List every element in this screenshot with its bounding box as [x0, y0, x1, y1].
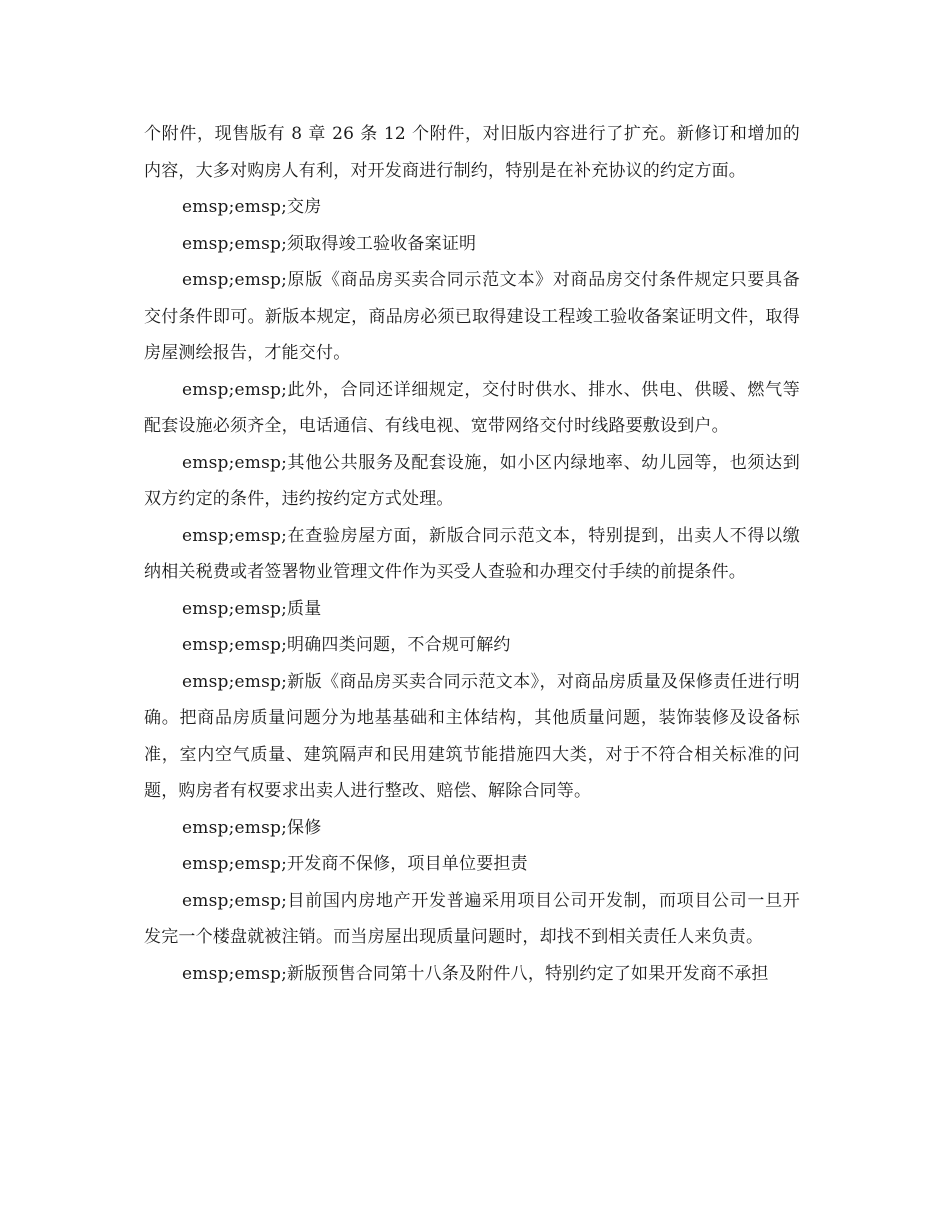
paragraph: emsp;emsp;质量 [182, 598, 322, 619]
paragraph: emsp;emsp;此外，合同还详细规定，交付时供水、排水、供电、供暖、燃气等配套设施必须齐全，电话通信、有线电视、宽带网络交付时线路要敷设到户。 [144, 379, 800, 436]
paragraph: emsp;emsp;保修 [182, 817, 322, 838]
document-body [144, 116, 800, 992]
paragraph: 个附件，现售版有 8 章 26 条 12 个附件，对旧版内容进行了扩充。新修订和增加的内容，大多对购房人有利，对开发商进行制约，特别是在补充协议的约定方面。 [144, 124, 800, 181]
paragraph: emsp;emsp;在查验房屋方面，新版合同示范文本，特别提到，出卖人不得以缴纳相关税费或者签署物业管理文件作为买受人查验和办理交付手续的前提条件。 [144, 525, 800, 582]
paragraph: emsp;emsp;新版《商品房买卖合同示范文本》，对商品房质量及保修责任进行明确。把商品房质量问题分为地基基础和主体结构，其他质量问题，装饰装修及设备标准，室内空气质量、建筑隔声和民用建筑节能措施四大类，对于不符合相关标准的问题，购房者有权要求出卖人进行整改、赔偿、解除合同等。 [144, 671, 800, 801]
paragraph: emsp;emsp;开发商不保修，项目单位要担责 [182, 854, 528, 874]
paragraph: emsp;emsp;新版预售合同第十八条及附件八，特别约定了如果开发商不承担 [182, 963, 769, 984]
paragraph: emsp;emsp;明确四类问题，不合规可解约 [182, 635, 511, 655]
paragraph: emsp;emsp;须取得竣工验收备案证明 [182, 233, 477, 254]
paragraph: emsp;emsp;其他公共服务及配套设施，如小区内绿地率、幼儿园等，也须达到双方约定的条件，违约按约定方式处理。 [144, 452, 800, 509]
paragraph: emsp;emsp;原版《商品房买卖合同示范文本》对商品房交付条件规定只要具备交付条件即可。新版本规定，商品房必须已取得建设工程竣工验收备案证明文件，取得房屋测绘报告，才能交付。 [144, 270, 800, 363]
paragraph: emsp;emsp;交房 [182, 197, 322, 217]
paragraph: emsp;emsp;目前国内房地产开发普遍采用项目公司开发制，而项目公司一旦开发完一个楼盘就被注销。而当房屋出现质量问题时，却找不到相关责任人来负责。 [144, 890, 800, 947]
